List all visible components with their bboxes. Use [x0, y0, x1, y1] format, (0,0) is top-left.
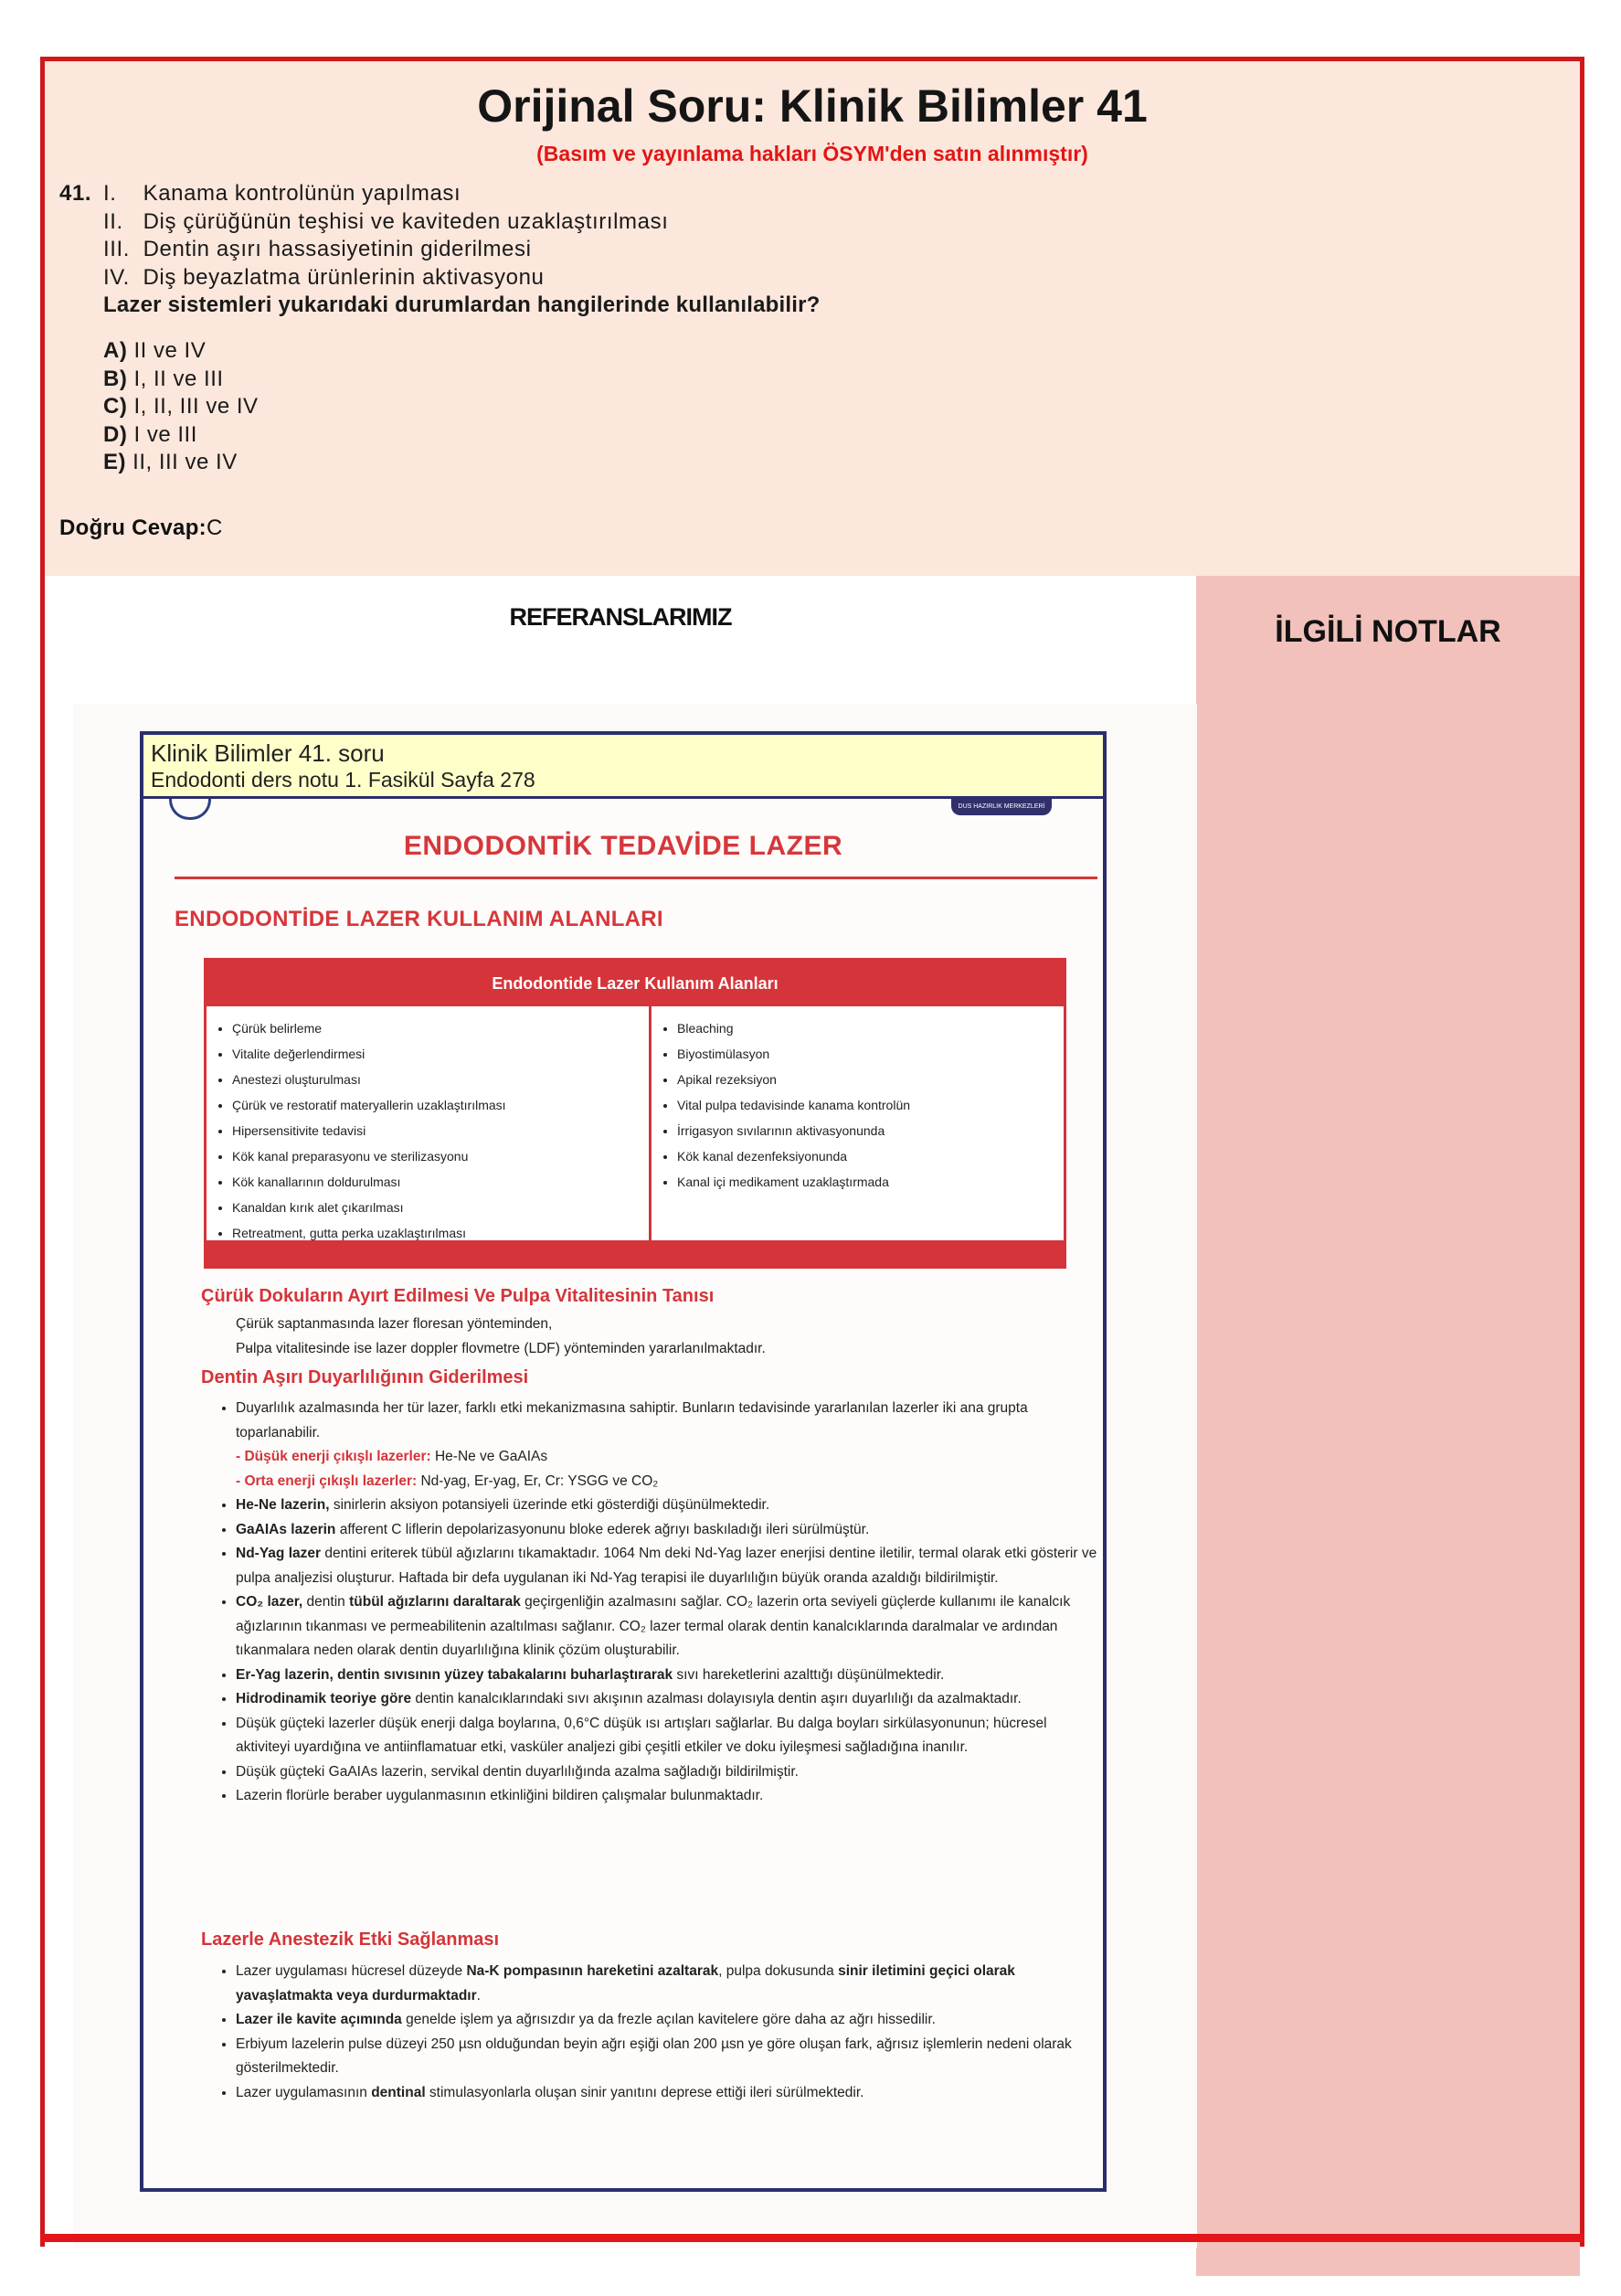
- question-item: III. Dentin aşırı hassasiyetinin giderilmesi: [103, 237, 532, 261]
- list-item: • Duyarlılık azalmasında her tür lazer, farklı etki mekanizmasına sahiptir. Bunların tedavisinde yararlanılan lazerler iki ana grupta toparlanabilir. - Düşük enerji çıkışlı lazerler: He-Ne ve GaAIAs - Orta enerji çıkışlı lazerler: Nd-yag, Er-yag, Er, Cr: YSGG ve CO₂: [236, 1397, 1102, 1493]
- list-item: • GaAIAs lazerin afferent C liflerin depolarizasyonunu bloke ederek ağrıyı baskıladığı ileri sürülmüştür.: [236, 1518, 1102, 1543]
- list-item: • Düşük güçteki lazerler düşük enerji dalga boylarına, 0,6°C düşük ısı artışları sağlarlar. Bu dalga boyları sirkülasyonunun; hücresel aktiviteyi uyardığına ve antiinflamatuar etki, vasküler analjezi gibi çeşitli etkiler ve doku iyileşmesi sağladığına inanılır.: [236, 1712, 1102, 1760]
- list-item: • Kök kanallarının doldurulması: [232, 1169, 506, 1195]
- list-item: • Apikal rezeksiyon: [677, 1067, 910, 1092]
- list-item: • Hipersensitivite tedavisi: [232, 1118, 506, 1143]
- notes-title: İLGİLİ NOTLAR: [1275, 614, 1501, 649]
- copyright-notice: (Basım ve yayınlama hakları ÖSYM'den satın alınmıştır): [536, 142, 1088, 165]
- list-item: • Düşük güçteki GaAIAs lazerin, servikal dentin duyarlılığında azalma sağladığı bildirilmiştir.: [236, 1760, 1102, 1785]
- list-item: - Çürük saptanmasında lazer floresan yönteminden,: [236, 1313, 1102, 1337]
- list-item: • Çürük belirleme: [232, 1015, 506, 1041]
- list-item: • Vital pulpa tedavisinde kanama kontrolün: [677, 1092, 910, 1118]
- list-item: • Lazer uygulaması hücresel düzeyde Na-K pompasının hareketini azaltarak, pulpa dokusunda sinir iletimini geçici olarak yavaşlatmakta veya durdurmaktadır.: [236, 1960, 1102, 2008]
- option-b: B) I, II ve III: [103, 366, 224, 391]
- list-item: • Bleaching: [677, 1015, 910, 1041]
- question-item: 41. I. Kanama kontrolünün yapılması: [59, 180, 821, 208]
- document-title: ENDODONTİK TEDAVİDE LAZER: [403, 831, 843, 861]
- list-item: • Anestezi oluşturulması: [232, 1067, 506, 1092]
- list-item: - Pulpa vitalitesinde ise lazer doppler flovmetre (LDF) yönteminden yararlanılmaktadır.: [236, 1337, 1102, 1362]
- reference-label-source: Endodonti ders notu 1. Fasikül Sayfa 278: [151, 768, 535, 792]
- page-frame: [40, 57, 1584, 2247]
- list-item: • Kanal içi medikament uzaklaştırmada: [677, 1169, 910, 1195]
- question-title: Orijinal Soru: Klinik Bilimler 41: [477, 80, 1148, 132]
- correct-answer: Doğru Cevap:C: [59, 516, 223, 540]
- list-item: • Vitalite değerlendirmesi: [232, 1041, 506, 1067]
- publisher-badge: DUS HAZIRLIK MERKEZLERİ: [951, 799, 1052, 815]
- option-e: E) II, III ve IV: [103, 450, 238, 474]
- section-caries-vitality-heading: Çürük Dokuların Ayırt Edilmesi Ve Pulpa Vitalitesinin Tanısı: [201, 1286, 715, 1306]
- list-item: • Lazer uygulamasının dentinal stimulasyonlarla oluşan sinir yanıtını deprese ettiği ileri sürülmektedir.: [236, 2081, 1102, 2106]
- reference-label: [143, 735, 1103, 799]
- list-item: • Nd-Yag lazer dentini eriterek tübül ağızlarını tıkamaktadır. 1064 Nm deki Nd-Yag lazer enerjisi dentine iletilir, termal olarak etki gösterir ve pulpa analjezisi oluşturur. Haftada bir defa uygulanan iki Nd-Yag terapisi ile duyarlılığın büyük oranda azaldığı bildirilmiştir.: [236, 1542, 1102, 1590]
- option-a: A) II ve IV: [103, 338, 207, 363]
- question-prompt: Lazer sistemleri yukarıdaki durumlardan hangilerinde kullanılabilir?: [103, 292, 821, 317]
- bottom-divider: [40, 2234, 1584, 2242]
- section-hypersensitivity-heading: Dentin Aşırı Duyarlılığının Giderilmesi: [201, 1367, 529, 1387]
- question-number: 41.: [59, 181, 92, 206]
- list-item: • Biyostimülasyon: [677, 1041, 910, 1067]
- list-item: • Kök kanal preparasyonu ve sterilizasyonu: [232, 1143, 506, 1169]
- list-item: • Hidrodinamik teoriye göre dentin kanalcıklarındaki sıvı akışının azalması dolayısıyla dentin aşırı duyarlılığı da azalmaktadır.: [236, 1687, 1102, 1712]
- list-item: • Lazer ile kavite açımında genelde işlem ya ağrısızdır ya da frezle açılan kavitelere göre daha az ağrı hissedilir.: [236, 2008, 1102, 2033]
- list-item: • Er-Yag lazerin, dentin sıvısının yüzey tabakalarını buharlaştırarak sıvı hareketlerini azalttığı düşünülmektedir.: [236, 1664, 1102, 1688]
- references-title: REFERANSLARIMIZ: [509, 603, 732, 631]
- section-anesthesia-heading: Lazerle Anestezik Etki Sağlanması: [201, 1929, 500, 1950]
- list-item: • Lazerin florürle beraber uygulanmasının etkinliğini bildiren çalışmalar bulunmaktadır.: [236, 1784, 1102, 1809]
- list-item: • Erbiyum lazelerin pulse düzeyi 250 µsn olduğundan beyin ağrı eşiği olan 200 µsn ye göre oluşan fark, ağrısız işlemlerin nedeni olarak gösterilmektedir.: [236, 2033, 1102, 2081]
- reference-label-title: Klinik Bilimler 41. soru: [151, 739, 385, 767]
- list-item: • Kanaldan kırık alet çıkarılması: [232, 1195, 506, 1220]
- list-item: • Çürük ve restoratif materyallerin uzaklaştırılması: [232, 1092, 506, 1118]
- option-c: C) I, II, III ve IV: [103, 394, 259, 419]
- list-item: • Kök kanal dezenfeksiyonunda: [677, 1143, 910, 1169]
- list-item: • İrrigasyon sıvılarının aktivasyonunda: [677, 1118, 910, 1143]
- list-item: • Retreatment, gutta perka uzaklaştırılması: [232, 1220, 506, 1246]
- list-item: • CO₂ lazer, dentin tübül ağızlarını daraltarak geçirgenliğin azalmasını sağlar. CO₂ lazerin orta seviyeli güçlerde kullanımı ile kanalcık ağızlarının tıkanması ve permeabilitenin azaltılması sağlanır. CO₂ lazer termal olarak dentin kanalcıklarında daralmalar ve ardından tıkanmalara neden olarak dentin duyarlılığına klinik çözüm oluşturabilir.: [236, 1590, 1102, 1664]
- option-d: D) I ve III: [103, 421, 197, 447]
- section-heading: ENDODONTİDE LAZER KULLANIM ALANLARI: [175, 907, 663, 931]
- question-item: IV. Diş beyazlatma ürünlerinin aktivasyonu: [103, 264, 545, 290]
- list-item: • He-Ne lazerin, sinirlerin aksiyon potansiyeli üzerinde etki gösterdiği düşünülmektedir.: [236, 1493, 1102, 1518]
- question-item: II. Diş çürüğünün teşhisi ve kaviteden uzaklaştırılması: [103, 208, 669, 234]
- usage-table-title: Endodontide Lazer Kullanım Alanları: [207, 961, 1064, 1006]
